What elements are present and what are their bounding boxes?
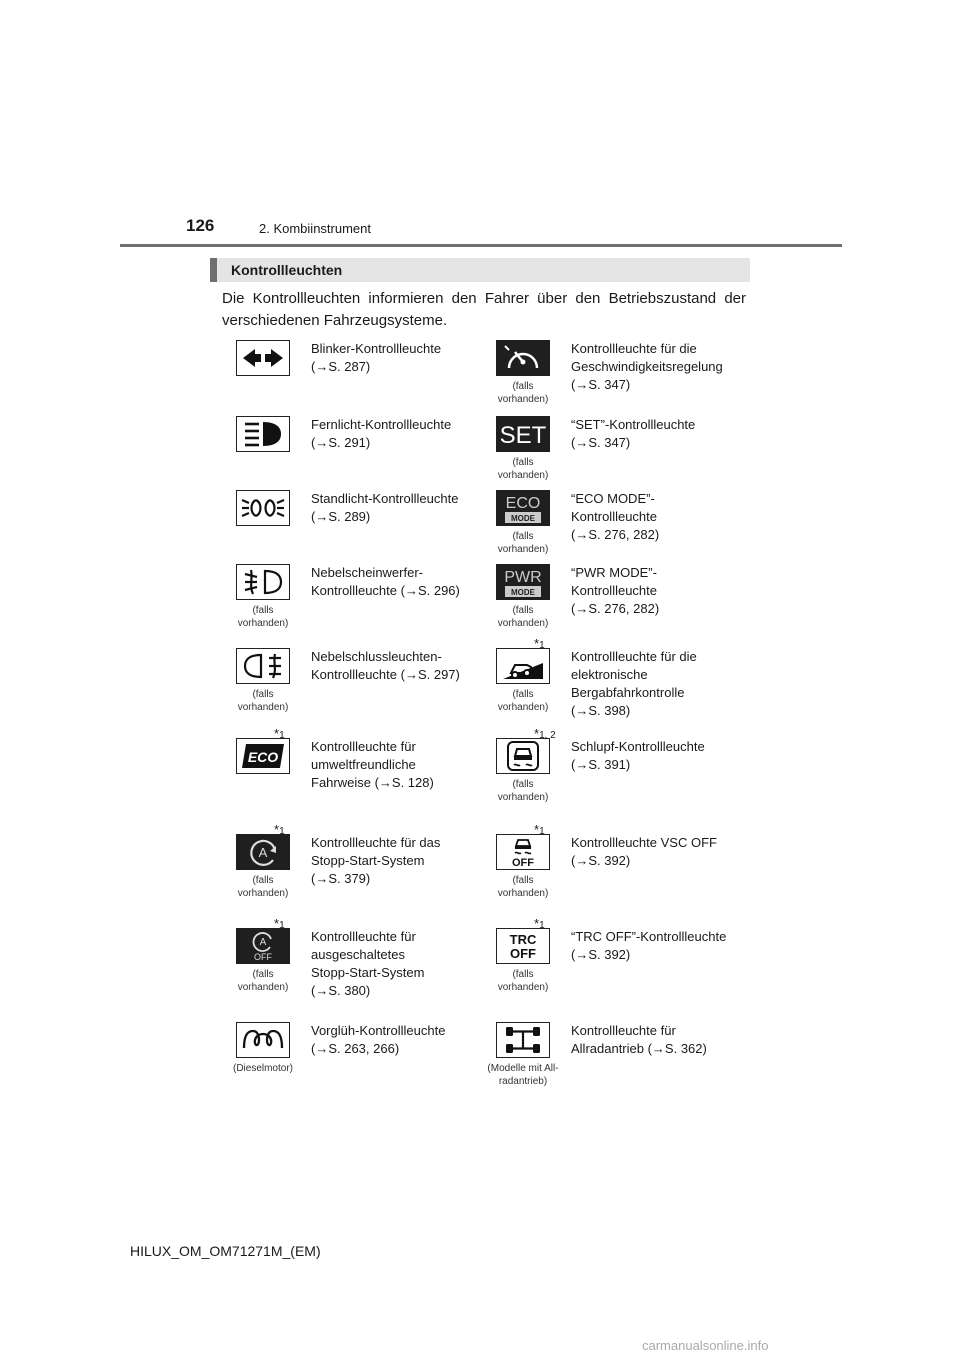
availability-note: (falls vorhanden) [497, 531, 549, 555]
svg-text:TRC: TRC [509, 932, 537, 947]
availability-note: (falls vorhanden) [497, 689, 549, 713]
indicator-row [222, 1022, 752, 1092]
cruise-control-icon [496, 340, 550, 376]
availability-note: (falls vorhanden) [237, 689, 289, 713]
indicator-description: “PWR MODE”- Kontrollleuchte (→S. 276, 282) [571, 565, 660, 616]
indicator-description: Kontrollleuchte für umweltfreundliche Fahrweise (→S. 128) [311, 739, 434, 790]
availability-note: (falls vorhanden) [237, 875, 289, 899]
footnote-marker: *1 [534, 916, 545, 931]
high-beam-icon [236, 416, 290, 452]
availability-note: (Dieselmotor) [232, 1063, 293, 1074]
indicator-description: Schlupf-Kontrollleuchte (→S. 391) [571, 739, 705, 772]
stop-start-icon [236, 834, 290, 870]
indicator-description: Kontrollleuchte VSC OFF (→S. 392) [571, 835, 717, 868]
footnote-number: 1 [279, 730, 285, 741]
svg-text:A: A [259, 937, 267, 948]
indicator-row [222, 822, 752, 928]
footnote-marker: *1 [274, 726, 285, 741]
pwr-mode-icon [496, 564, 550, 600]
footnote-marker: *1 [534, 636, 545, 651]
footnote-number: 1 [539, 920, 545, 931]
svg-text:ECO: ECO [247, 749, 279, 765]
availability-note: (falls vorhanden) [497, 457, 549, 481]
parking-light-icon [236, 490, 290, 526]
indicator-row [222, 564, 752, 648]
svg-text:OFF: OFF [510, 946, 536, 961]
footnote-number: 1 [279, 826, 285, 837]
indicator-icon-column [222, 822, 304, 900]
footnote-number: 1, 2 [539, 730, 556, 741]
indicator-description: Kontrollleuchte für Allradantrieb (→S. 362) [571, 1023, 707, 1056]
chapter-title: 2. Kombiinstrument [259, 221, 371, 236]
indicator-icon-column [482, 916, 564, 994]
indicator-icon-column [482, 822, 564, 900]
section-heading-bar [210, 258, 750, 282]
indicator-description: “SET”-Kontrollleuchte (→S. 347) [571, 417, 696, 450]
turn-signal-icon [236, 340, 290, 376]
four-wheel-drive-icon [496, 1022, 550, 1058]
indicator-description: Kontrollleuchte für die elektronische Bergabfahrkontrolle (→S. 398) [571, 649, 697, 718]
availability-note: (Modelle mit All- radantrieb) [487, 1063, 559, 1087]
indicator-icon-column [222, 648, 304, 714]
indicator-description: Kontrollleuchte für die Geschwindigkeitsregelung (→S. 347) [571, 341, 723, 392]
indicator-icon-column [222, 1022, 304, 1075]
svg-text:OFF: OFF [512, 857, 534, 868]
footnote-marker: *1 [274, 822, 285, 837]
eco-driving-icon [236, 738, 290, 774]
downhill-assist-icon [496, 648, 550, 684]
availability-note: (falls vorhanden) [497, 381, 549, 405]
watermark: carmanualsonline.info [642, 1338, 769, 1353]
indicator-row [222, 726, 752, 834]
indicator-icon-column [482, 726, 564, 804]
header-rule [120, 244, 842, 247]
indicator-description: Kontrollleuchte für das Stopp-Start-System (→S. 379) [311, 835, 441, 886]
indicator-description: Nebelscheinwerfer- Kontrollleuchte (→S. 296) [311, 565, 460, 598]
rear-fog-light-icon [236, 648, 290, 684]
page-number: 126 [186, 216, 215, 235]
indicator-icon-column [482, 416, 564, 482]
indicator-row [222, 490, 752, 564]
availability-note: (falls vorhanden) [497, 875, 549, 899]
set-icon [496, 416, 550, 452]
footnote-marker: *1 [534, 822, 545, 837]
footnote-number: 1 [279, 920, 285, 931]
glow-plug-icon [236, 1022, 290, 1058]
trc-off-icon [496, 928, 550, 964]
indicator-row [222, 636, 752, 738]
indicator-description: Fernlicht-Kontrollleuchte (→S. 291) [311, 417, 452, 450]
indicator-description: Standlicht-Kontrollleuchte (→S. 289) [311, 491, 459, 524]
svg-text:MODE: MODE [511, 588, 535, 597]
footnote-number: 1 [539, 640, 545, 651]
indicator-icon-column [482, 564, 564, 630]
svg-text:ECO: ECO [505, 495, 541, 512]
indicator-description: Nebelschlussleuchten- Kontrollleuchte (→S. 297) [311, 649, 460, 682]
indicator-icon-column [222, 490, 304, 526]
document-code: HILUX_OM_OM71271M_(EM) [130, 1243, 321, 1259]
indicator-row [222, 340, 752, 416]
indicator-icon-column [482, 490, 564, 556]
indicator-grid [222, 340, 752, 1092]
front-fog-light-icon [236, 564, 290, 600]
indicator-icon-column [222, 416, 304, 452]
availability-note: (falls vorhanden) [237, 969, 289, 993]
section-title: Kontrollleuchten [231, 262, 343, 278]
indicator-icon-column [222, 916, 304, 994]
svg-text:OFF: OFF [254, 952, 272, 962]
indicator-description: Vorglüh-Kontrollleuchte (→S. 263, 266) [311, 1023, 446, 1056]
svg-text:SET: SET [500, 422, 546, 449]
svg-text:MODE: MODE [511, 514, 535, 523]
indicator-row [222, 916, 752, 1022]
availability-note: (falls vorhanden) [497, 969, 549, 993]
indicator-row [222, 416, 752, 490]
eco-mode-icon [496, 490, 550, 526]
indicator-icon-column [482, 1022, 564, 1088]
svg-text:A: A [258, 845, 268, 860]
footnote-marker: *1 [274, 916, 285, 931]
indicator-icon-column [482, 636, 564, 714]
indicator-icon-column [222, 340, 304, 376]
indicator-description: “ECO MODE”- Kontrollleuchte (→S. 276, 282) [571, 491, 660, 542]
intro-paragraph: Die Kontrollleuchten informieren den Fahrer über den Betriebszustand der verschiedenen Fahrzeugsysteme. [222, 290, 746, 329]
vsc-off-icon [496, 834, 550, 870]
slip-icon [496, 738, 550, 774]
availability-note: (falls vorhanden) [497, 779, 549, 803]
availability-note: (falls vorhanden) [237, 605, 289, 629]
indicator-icon-column [482, 340, 564, 406]
indicator-description: “TRC OFF”-Kontrollleuchte (→S. 392) [571, 929, 727, 962]
indicator-description: Kontrollleuchte für ausgeschaltetes Stopp-Start-System (→S. 380) [311, 929, 425, 998]
stop-start-off-icon [236, 928, 290, 964]
indicator-description: Blinker-Kontrollleuchte (→S. 287) [311, 341, 442, 374]
indicator-icon-column [222, 726, 304, 774]
availability-note: (falls vorhanden) [497, 605, 549, 629]
footnote-marker: *1, 2 [534, 726, 556, 741]
footnote-number: 1 [539, 826, 545, 837]
svg-text:PWR: PWR [504, 569, 542, 586]
indicator-icon-column [222, 564, 304, 630]
